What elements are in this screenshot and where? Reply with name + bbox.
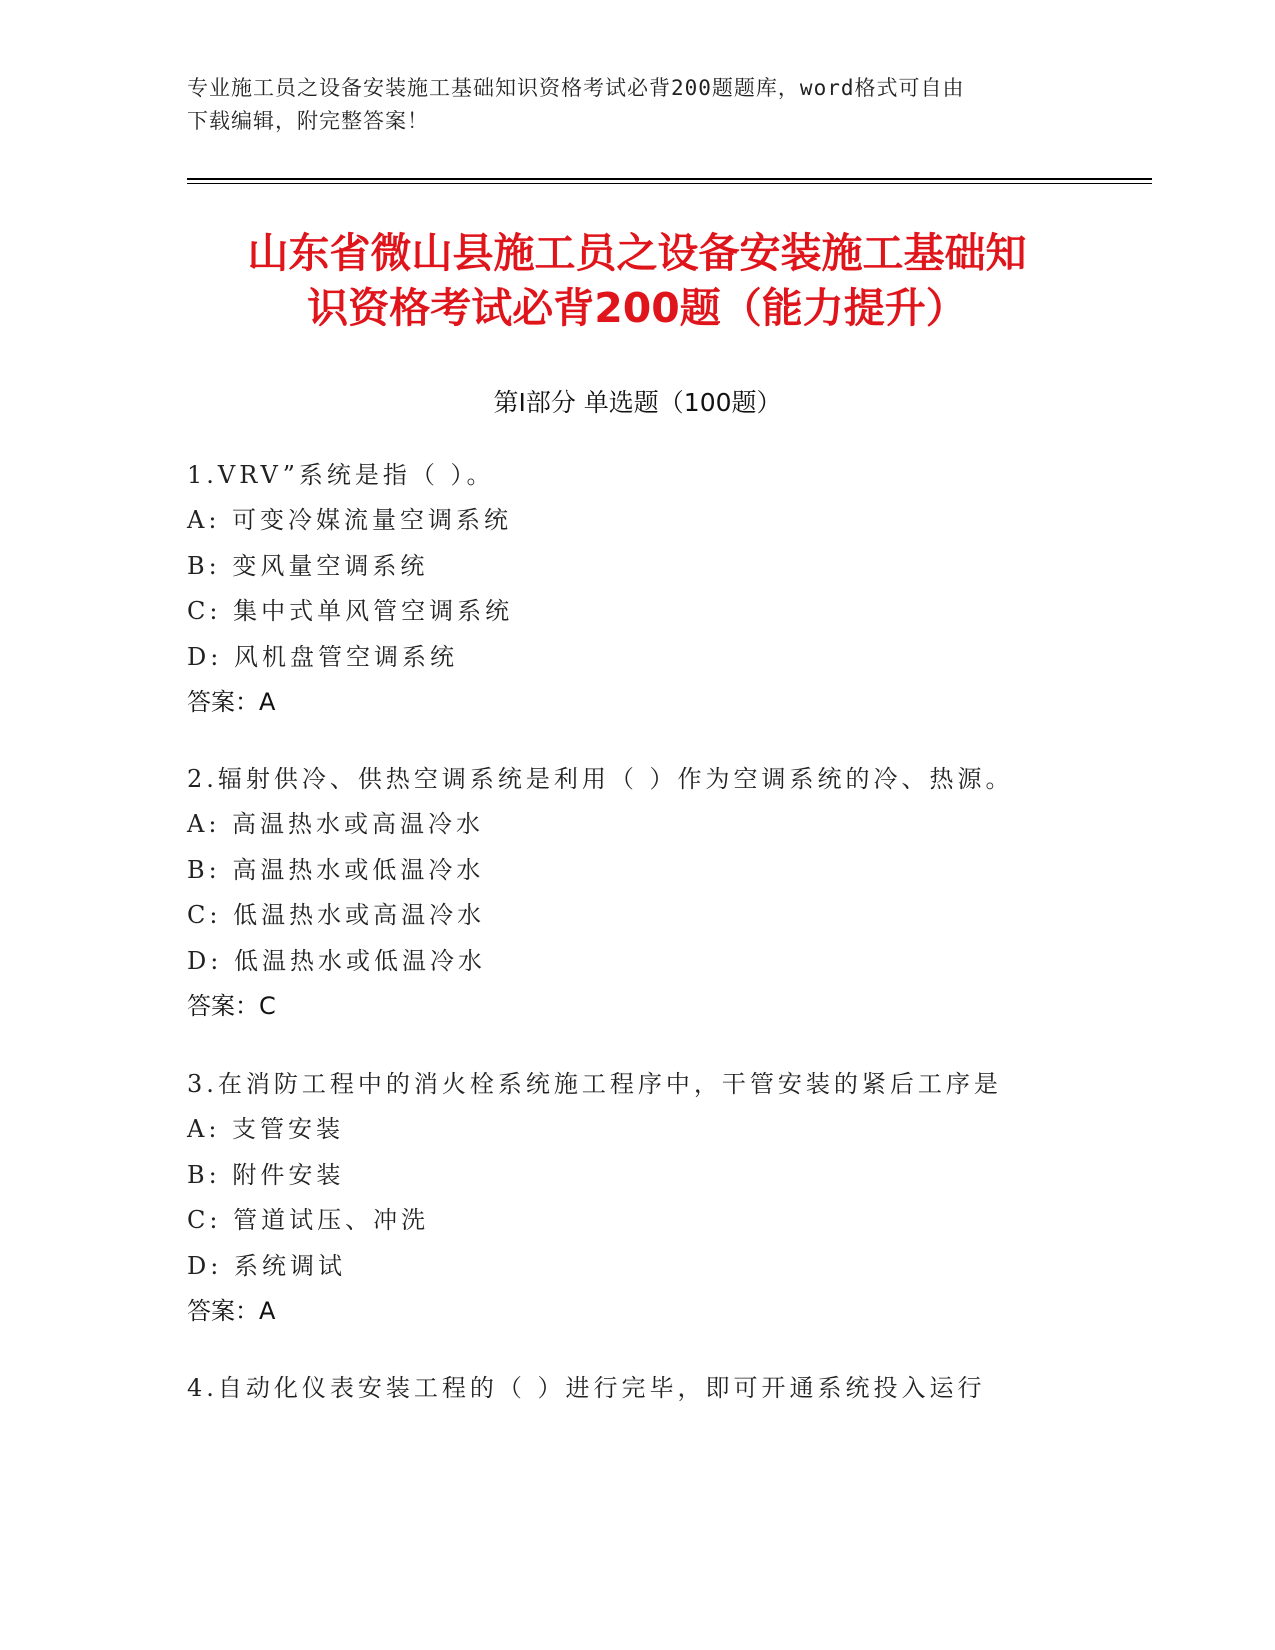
question-answer: 答案：A [187, 688, 276, 717]
header-divider-thin [187, 183, 1152, 184]
question-stem: 3.在消防工程中的消火栓系统施工程序中，干管安装的紧后工序是 [187, 1070, 1002, 1098]
question-stem: 1.VRV”系统是指（ ）。 [187, 461, 495, 489]
question-answer: 答案：C [187, 992, 276, 1021]
question-option: D: 低温热水或低温冷水 [187, 946, 486, 975]
question-2 [187, 757, 1147, 1029]
question-option: A: 支管安装 [187, 1115, 345, 1144]
header-note-line: 专业施工员之设备安装施工基础知识资格考试必背200题题库，word格式可自由 [187, 76, 965, 100]
document-title-line: 识资格考试必背200题（能力提升） [307, 284, 967, 332]
question-option: B: 附件安装 [187, 1160, 345, 1189]
question-stem: 2.辐射供冷、供热空调系统是利用（ ）作为空调系统的冷、热源。 [187, 765, 1014, 793]
question-option: D: 风机盘管空调系统 [187, 642, 458, 671]
question-option: D: 系统调试 [187, 1251, 346, 1280]
header-note [187, 72, 1067, 138]
header-note-line: 下载编辑，附完整答案！ [187, 109, 429, 133]
question-option: B: 变风量空调系统 [187, 551, 429, 580]
question-3 [187, 1062, 1147, 1334]
question-option: A: 高温热水或高温冷水 [187, 810, 485, 839]
header-divider [187, 178, 1152, 180]
question-option: C: 集中式单风管空调系统 [187, 597, 514, 626]
question-option: A: 可变冷媒流量空调系统 [187, 506, 513, 535]
document-title-line: 山东省微山县施工员之设备安装施工基础知 [247, 229, 1027, 277]
document-title [187, 226, 1087, 336]
question-stem: 4.自动化仪表安装工程的（ ）进行完毕，即可开通系统投入运行 [187, 1374, 986, 1402]
section-title: 第Ⅰ部分 单选题（100题） [493, 388, 782, 417]
question-4 [187, 1366, 1147, 1411]
question-option: C: 低温热水或高温冷水 [187, 901, 486, 930]
question-1 [187, 453, 1147, 725]
question-option: C: 管道试压、冲洗 [187, 1206, 430, 1235]
question-option: B: 高温热水或低温冷水 [187, 855, 485, 884]
question-answer: 答案：A [187, 1297, 276, 1326]
